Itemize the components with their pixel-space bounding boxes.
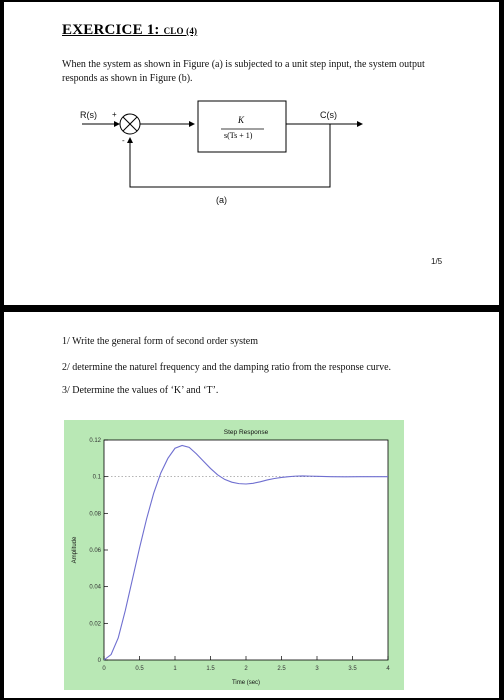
- y-tick-label: 0.02: [89, 621, 101, 628]
- question-2: 2/ determine the naturel frequency and the damping ratio from the response curve.: [62, 362, 392, 373]
- block-diagram: [4, 2, 499, 305]
- page-number: 1/5: [431, 257, 443, 266]
- x-tick-label: 2.5: [277, 666, 286, 672]
- y-axis-label: Amplitude: [72, 536, 78, 564]
- transfer-function-block: [198, 101, 286, 152]
- question-1: 1/ Write the general form of second order system: [62, 336, 259, 347]
- clo-tag: CLO (4): [163, 26, 198, 36]
- y-tick-label: 0.06: [89, 548, 101, 554]
- x-tick-label: 2: [244, 666, 248, 672]
- chart-title: Step Response: [223, 429, 269, 436]
- x-tick-label: 3: [315, 666, 319, 672]
- y-tick-label: 0.04: [89, 584, 101, 591]
- y-tick-label: 0.12: [89, 438, 101, 444]
- page-2: [4, 312, 499, 698]
- minus-sign: -: [122, 136, 125, 145]
- output-label: C(s): [320, 110, 337, 120]
- x-tick-label: 3.5: [348, 666, 357, 672]
- x-tick-label: 0: [102, 666, 106, 672]
- page-1: [4, 2, 499, 305]
- step-response-chart: [64, 420, 404, 690]
- y-tick-label: 0.1: [92, 474, 101, 481]
- exercise-title: EXERCICE 1: CLO (4): [62, 22, 198, 38]
- tf-denominator: s(Ts + 1): [224, 131, 253, 140]
- x-tick-label: 4: [386, 666, 390, 672]
- plot-area: [104, 440, 388, 660]
- x-tick-label: 1: [173, 666, 177, 672]
- figure-a-caption: (a): [216, 195, 227, 205]
- y-tick-label: 0.08: [89, 511, 101, 518]
- x-tick-label: 0.5: [135, 666, 144, 672]
- plus-sign: +: [112, 110, 117, 119]
- problem-statement: When the system as shown in Figure (a) is subjected to a unit step input, the system output responds as shown in Figure (b).: [62, 59, 425, 84]
- y-tick-label: 0: [97, 658, 101, 664]
- question-3: 3/ Determine the values of ‘K’ and ‘T’.: [62, 385, 219, 396]
- x-axis-label: Time (sec): [231, 680, 261, 686]
- input-label: R(s): [80, 110, 97, 120]
- x-tick-label: 1.5: [206, 666, 215, 672]
- tf-numerator: K: [238, 115, 245, 125]
